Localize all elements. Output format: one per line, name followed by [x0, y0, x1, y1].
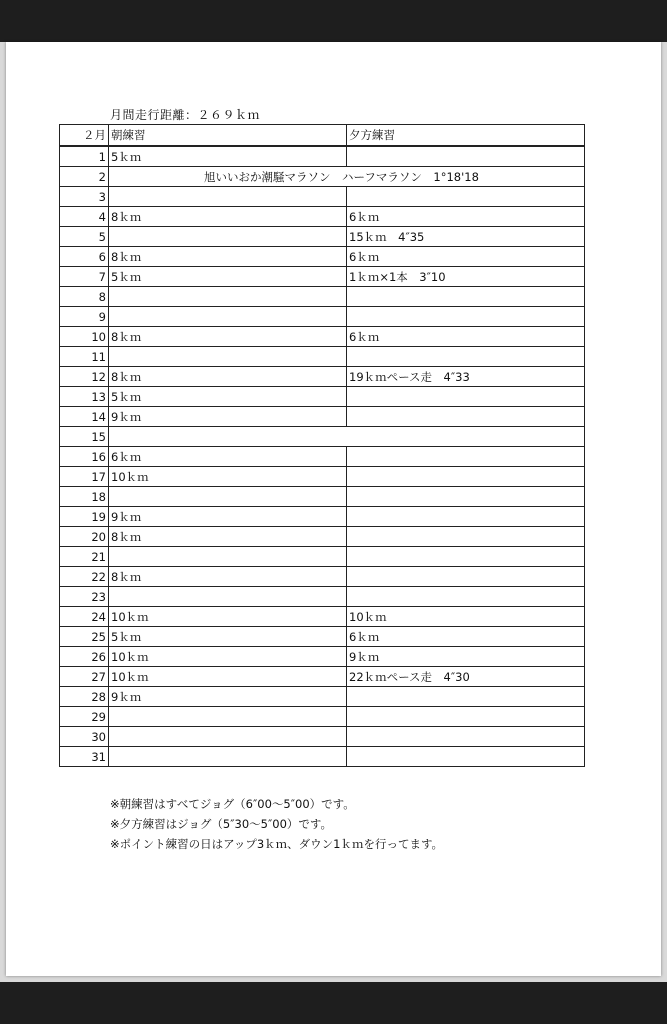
viewer-bottom-bar — [0, 982, 667, 1024]
day-cell: 14 — [60, 407, 109, 427]
evening-cell: 22ｋｍペース走 4″30 — [347, 667, 585, 687]
morning-cell: 8ｋｍ — [109, 247, 347, 267]
evening-cell — [347, 447, 585, 467]
day-cell: 29 — [60, 707, 109, 727]
day-cell: 23 — [60, 587, 109, 607]
morning-cell: 10ｋｍ — [109, 667, 347, 687]
day-cell: 15 — [60, 427, 109, 447]
table-row — [60, 427, 585, 447]
morning-cell — [109, 587, 347, 607]
table-row — [60, 167, 585, 187]
morning-cell: 6ｋｍ — [109, 447, 347, 467]
day-cell: 24 — [60, 607, 109, 627]
morning-cell — [109, 487, 347, 507]
day-cell: 5 — [60, 227, 109, 247]
evening-cell: 6ｋｍ — [347, 207, 585, 227]
evening-cell — [347, 687, 585, 707]
table-row — [60, 327, 585, 347]
table-header-row — [60, 125, 585, 147]
morning-cell: 5ｋｍ — [109, 387, 347, 407]
day-cell: 2 — [60, 167, 109, 187]
table-row — [60, 387, 585, 407]
header-evening: 夕方練習 — [347, 125, 585, 147]
day-cell: 9 — [60, 307, 109, 327]
note-evening: ※夕方練習はジョグ（5″30〜5″00）です。 — [110, 817, 332, 831]
morning-cell: 8ｋｍ — [109, 367, 347, 387]
table-row — [60, 647, 585, 667]
day-cell: 22 — [60, 567, 109, 587]
morning-cell: 9ｋｍ — [109, 687, 347, 707]
day-cell: 10 — [60, 327, 109, 347]
table-row — [60, 407, 585, 427]
day-cell: 26 — [60, 647, 109, 667]
evening-cell — [347, 547, 585, 567]
table-row — [60, 307, 585, 327]
evening-cell: 10ｋｍ — [347, 607, 585, 627]
day-cell: 13 — [60, 387, 109, 407]
morning-cell: 5ｋｍ — [109, 627, 347, 647]
morning-cell — [109, 547, 347, 567]
header-morning: 朝練習 — [109, 125, 347, 147]
table-row — [60, 487, 585, 507]
day-cell: 30 — [60, 727, 109, 747]
table-row — [60, 247, 585, 267]
morning-cell — [109, 227, 347, 247]
day-cell: 28 — [60, 687, 109, 707]
day-cell: 27 — [60, 667, 109, 687]
day-cell: 8 — [60, 287, 109, 307]
evening-cell: 6ｋｍ — [347, 327, 585, 347]
monthly-distance-summary: 月間走行距離：２６９ｋｍ — [110, 108, 261, 122]
evening-cell — [347, 487, 585, 507]
morning-cell — [109, 307, 347, 327]
evening-cell: 19ｋｍペース走 4″33 — [347, 367, 585, 387]
viewer-top-bar — [0, 0, 667, 42]
table-row — [60, 367, 585, 387]
evening-cell — [347, 287, 585, 307]
morning-cell — [109, 287, 347, 307]
evening-cell — [347, 467, 585, 487]
day-cell: 20 — [60, 527, 109, 547]
day-cell: 4 — [60, 207, 109, 227]
morning-cell — [109, 727, 347, 747]
evening-cell — [347, 507, 585, 527]
morning-cell: 8ｋｍ — [109, 567, 347, 587]
note-point-training: ※ポイント練習の日はアップ3ｋｍ、ダウン1ｋｍを行ってます。 — [110, 837, 444, 851]
evening-cell — [347, 187, 585, 207]
evening-cell — [347, 146, 585, 167]
table-row — [60, 146, 585, 167]
table-row — [60, 627, 585, 647]
evening-cell — [347, 387, 585, 407]
evening-cell: 6ｋｍ — [347, 247, 585, 267]
morning-cell: 9ｋｍ — [109, 507, 347, 527]
morning-cell: 5ｋｍ — [109, 267, 347, 287]
day-cell: 31 — [60, 747, 109, 767]
table-row — [60, 207, 585, 227]
table-row — [60, 747, 585, 767]
table-row — [60, 187, 585, 207]
table-row — [60, 467, 585, 487]
morning-cell: 8ｋｍ — [109, 327, 347, 347]
table-row — [60, 447, 585, 467]
evening-cell: 6ｋｍ — [347, 627, 585, 647]
morning-cell — [109, 187, 347, 207]
viewer-gutter-right — [661, 42, 667, 982]
evening-cell — [347, 747, 585, 767]
table-row — [60, 587, 585, 607]
day-cell: 21 — [60, 547, 109, 567]
evening-cell: 1ｋｍ×1本 3″10 — [347, 267, 585, 287]
table-row — [60, 727, 585, 747]
table-row — [60, 507, 585, 527]
evening-cell — [347, 707, 585, 727]
day-cell: 11 — [60, 347, 109, 367]
morning-cell: 5ｋｍ — [109, 146, 347, 167]
table-row — [60, 287, 585, 307]
day-cell: 17 — [60, 467, 109, 487]
day-cell: 7 — [60, 267, 109, 287]
table-row — [60, 267, 585, 287]
morning-cell — [109, 707, 347, 727]
note-morning: ※朝練習はすべてジョグ（6″00〜5″00）です。 — [110, 797, 355, 811]
evening-cell: 15ｋｍ 4″35 — [347, 227, 585, 247]
day-cell: 16 — [60, 447, 109, 467]
day-cell: 6 — [60, 247, 109, 267]
table-row — [60, 607, 585, 627]
morning-cell: 10ｋｍ — [109, 467, 347, 487]
table-body — [60, 146, 585, 767]
table-row — [60, 227, 585, 247]
day-cell: 3 — [60, 187, 109, 207]
evening-cell — [347, 587, 585, 607]
morning-cell — [109, 747, 347, 767]
evening-cell — [347, 567, 585, 587]
table-row — [60, 687, 585, 707]
evening-cell — [347, 307, 585, 327]
morning-cell — [109, 347, 347, 367]
evening-cell: 9ｋｍ — [347, 647, 585, 667]
morning-cell: 10ｋｍ — [109, 647, 347, 667]
table-row — [60, 707, 585, 727]
merged-empty-cell — [109, 427, 585, 447]
evening-cell — [347, 407, 585, 427]
morning-cell: 8ｋｍ — [109, 207, 347, 227]
day-cell: 25 — [60, 627, 109, 647]
table-row — [60, 347, 585, 367]
morning-cell: 10ｋｍ — [109, 607, 347, 627]
table-row — [60, 527, 585, 547]
training-log-table — [59, 124, 585, 767]
day-cell: 19 — [60, 507, 109, 527]
table-row — [60, 667, 585, 687]
header-month: ２月 — [60, 125, 109, 147]
day-cell: 18 — [60, 487, 109, 507]
morning-cell: 8ｋｍ — [109, 527, 347, 547]
table-row — [60, 547, 585, 567]
event-cell: 旭いいおか潮騒マラソン ハーフマラソン 1°18'18 — [109, 167, 585, 187]
day-cell: 12 — [60, 367, 109, 387]
evening-cell — [347, 347, 585, 367]
day-cell: 1 — [60, 146, 109, 167]
evening-cell — [347, 727, 585, 747]
evening-cell — [347, 527, 585, 547]
morning-cell: 9ｋｍ — [109, 407, 347, 427]
table-row — [60, 567, 585, 587]
notes-section — [110, 794, 443, 854]
